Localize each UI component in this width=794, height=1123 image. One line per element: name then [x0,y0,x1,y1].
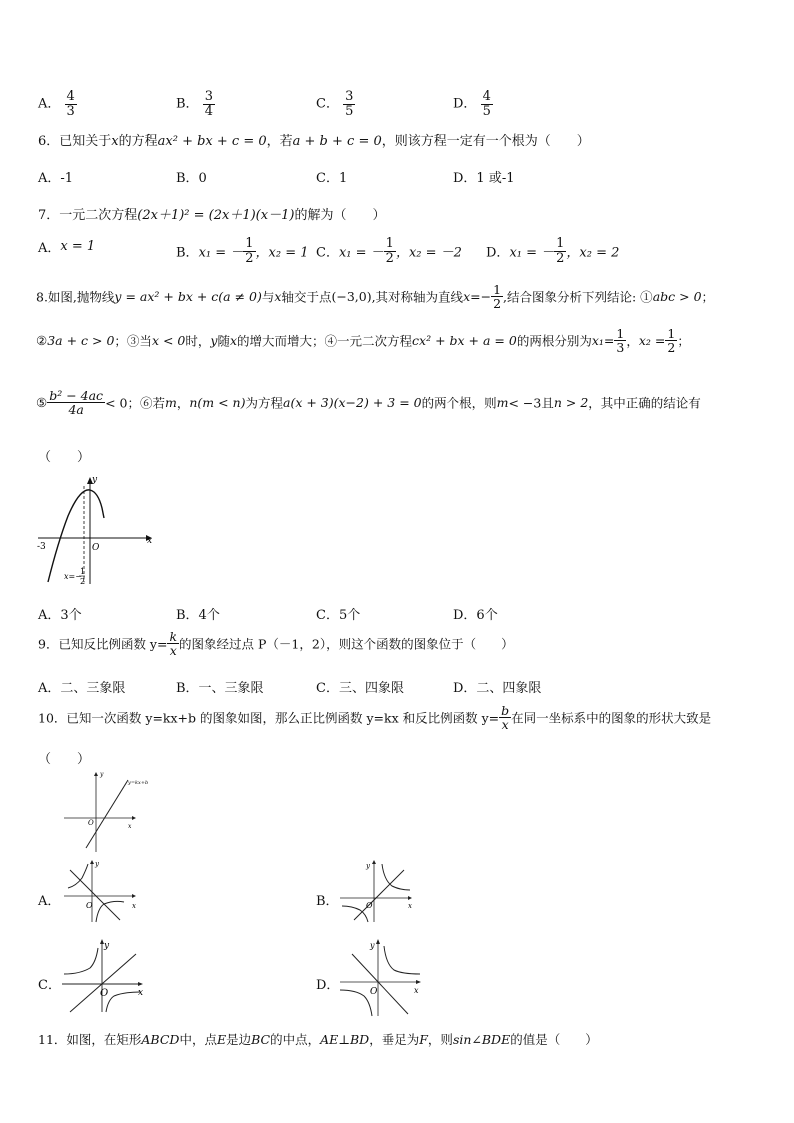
fraction: $\frac{1}{2}$ [245,236,254,266]
y-axis-arrow-icon [90,860,94,864]
line-y-kx [352,954,408,1014]
hyperbola-branch [96,901,124,922]
fraction: $\frac{1}{2}$ [493,282,502,312]
q10-linear-figure [62,768,162,854]
q8-option-b[interactable]: B．4个 [176,608,220,623]
hyperbola-branch [340,990,372,1016]
q5-option-d[interactable]: D． $\frac{4}{5}$ [453,89,491,119]
q9-option-d[interactable]: D．二、四象限 [453,681,542,696]
fraction: $\frac{1}{3}$ [616,326,625,356]
origin-label: O [366,901,373,910]
q9-option-c[interactable]: C．三、四象限 [316,681,404,696]
q8-line2: ②3a + c > 0；③当x < 0时，y随x的增大而增大；④一元二次方程cx² + bx + a = 0的两根分别为x₁= $\frac{1}{3}$ ，x₂ = $\frac{1}{2}$ ； [36,326,690,356]
fraction: $\frac{4}{3}$ [66,89,75,119]
q5-option-b[interactable]: B． $\frac{3}{4}$ [176,89,213,119]
x-axis-arrow-icon [138,982,143,986]
q5-option-a[interactable]: A． $\frac{4}{3}$ [38,89,75,119]
y-axis-arrow-icon [94,772,98,776]
q9-option-b[interactable]: B．一、三象限 [176,681,264,696]
origin-label: O [86,901,93,910]
hyperbola-branch [106,992,140,1012]
q5-option-c[interactable]: C． $\frac{3}{5}$ [316,89,354,119]
q11-stem: 11．如图，在矩形ABCD中，点E是边BC的中点，AE⊥BD，垂足为F，则sin∠BDE的值是（ ） [38,1032,598,1047]
q6-option-d[interactable]: D．1 或-1 [453,171,515,186]
fraction: $\frac{3}{4}$ [204,89,213,119]
x-label: x [408,902,412,910]
fraction: $\frac{k}{x}$ [169,629,178,659]
q8-answer-blank: （ ） [38,450,91,465]
y-label: y [92,475,98,485]
fraction: $\frac{1}{2}$ [667,326,676,356]
q6-option-c[interactable]: C．1 [316,171,348,186]
origin-label: O [370,987,378,997]
line-y-kx-b [86,780,128,848]
q6-stem: 6．已知关于x的方程ax² + bx + c = 0，若a + b + c = 0，则该方程一定有一个根为（ ） [38,134,590,149]
q10-option-c-graph[interactable] [60,938,150,1014]
hyperbola-branch [384,946,420,974]
q10-stem: 10．已知一次函数 y=kx+b 的图象如图，那么正比例函数 y=kx 和反比例函数 y= $\frac{b}{x}$ 在同一坐标系中的图象的形状大致是 [38,703,712,733]
y-label: y [100,771,104,778]
origin-label: O [100,988,109,999]
q6-option-a[interactable]: A．-1 [38,171,74,186]
symmetry-axis-label: x=− [64,572,82,581]
x-label: x [414,986,419,995]
q7-option-d[interactable]: D．x₁ = － $\frac{1}{2}$ ，x₂ = 2 [486,236,620,266]
x-label: x [138,988,144,998]
parabola-curve [48,490,104,582]
fraction: $\frac{b}{x}$ [501,703,510,733]
line-y-kx [70,954,136,1012]
y-axis-arrow-icon [376,939,380,944]
y-label: y [370,941,375,950]
x-axis-arrow-icon [132,894,136,898]
x-axis-arrow-icon [416,980,421,984]
q7-option-c[interactable]: C．x₁ = － $\frac{1}{2}$ ，x₂ = －2 [316,236,462,266]
hyperbola-branch [64,948,98,974]
q6-option-b[interactable]: B．0 [176,171,207,186]
q10-option-b-graph[interactable] [338,858,418,924]
q10-option-a-label[interactable]: A． [38,894,61,909]
q10-option-a-graph[interactable] [62,858,142,924]
q10-option-b-label[interactable]: B． [316,894,339,909]
q7-option-a[interactable]: A．x = 1 [38,239,96,256]
q8-line3: ⑤ $\frac{\text{b² − 4ac}}{4a}$ < 0；⑥若m，n(m < n)为方程a(x + 3)(x−2) + 3 = 0的两个根，则m< −3且n > 2，其中正确的结论有 [36,388,701,418]
root-label: -3 [37,542,46,552]
x-label: x [147,536,153,546]
q10-option-c-label[interactable]: C． [38,978,61,993]
q8-parabola-figure [34,472,164,592]
origin-label: O [88,819,94,827]
line-y-kx [354,870,404,920]
symmetry-axis-label-den: 2 [80,577,86,586]
fraction: $\frac{1}{2}$ [556,236,565,266]
q10-answer-blank: （ ） [38,752,91,767]
q8-option-d[interactable]: D．6个 [453,608,498,623]
y-label: y [95,860,99,868]
q8-option-a[interactable]: A．3个 [38,608,82,623]
line-label: y=kx+b [128,780,149,786]
fraction: $\frac{3}{5}$ [345,89,354,119]
x-label: x [128,823,132,830]
q8-line1: 8.如图,抛物线y = ax² + bx + c(a ≠ 0)与x轴交于点(−3,0),其对称轴为直线x=− $\frac{1}{2}$ ,结合图象分析下列结论: ①abc > 0； [36,282,715,312]
origin-label: O [92,543,100,553]
q7-stem: 7．一元二次方程(2x＋1)² = (2x＋1)(x－1)的解为（ ） [38,208,386,223]
fraction: $\frac{1}{2}$ [385,236,394,266]
x-axis-arrow-icon [132,816,136,820]
y-label: y [366,862,370,870]
y-axis-arrow-icon [372,860,376,864]
q10-option-d-graph[interactable] [338,938,428,1018]
hyperbola-branch [382,864,410,890]
y-label: y [104,941,110,951]
line-y-kx [70,870,120,920]
q9-option-a[interactable]: A．二、三象限 [38,681,126,696]
fraction: $\frac{\text{b² − 4ac}}{4a}$ [49,388,104,418]
symmetry-axis-label-num: 1 [80,567,86,576]
x-label: x [132,902,136,910]
q7-option-b[interactable]: B．x₁ = － $\frac{1}{2}$ ，x₂ = 1 [176,236,309,266]
x-axis-arrow-icon [408,896,412,900]
q9-stem: 9．已知反比例函数 y= $\frac{k}{x}$ 的图象经过点 P（－1，2），则这个函数的图象位于（ ） [38,629,514,659]
q8-option-c[interactable]: C．5个 [316,608,361,623]
fraction: $\frac{4}{5}$ [482,89,491,119]
q10-option-d-label[interactable]: D． [316,978,340,993]
